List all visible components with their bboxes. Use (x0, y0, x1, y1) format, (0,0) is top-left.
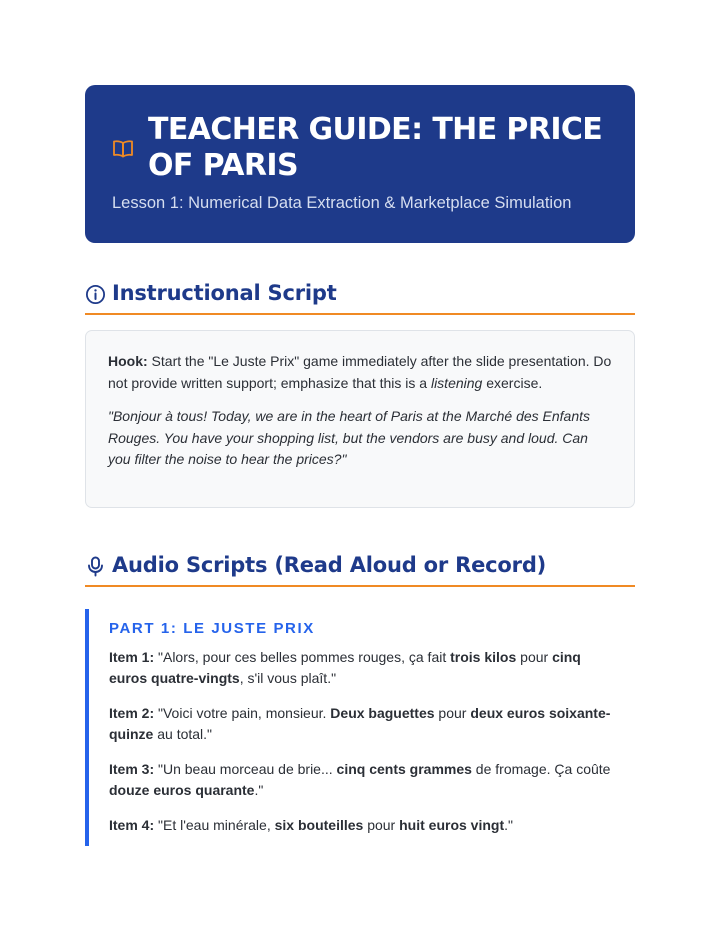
instructional-script-header (85, 275, 635, 315)
item-price: deux euros soixante-quinze (109, 705, 611, 742)
item-price: douze euros quarante (109, 782, 255, 798)
item-text: "Voici votre pain, monsieur. (154, 705, 331, 721)
item-text: de fromage. Ça coûte (471, 761, 611, 777)
item-quantity: cinq cents grammes (336, 761, 472, 777)
item-text: "Et l'eau minérale, (154, 817, 275, 833)
lesson-subtitle: Lesson 1: Numerical Data Extraction & Marketplace Simulation (112, 194, 572, 212)
item-label: Item 4: (109, 817, 155, 833)
hook-label: Hook: (108, 353, 148, 369)
item-text: pour (516, 649, 553, 665)
item-text: pour (363, 817, 400, 833)
item-text: ." (254, 782, 264, 798)
audio-part-1 (85, 609, 635, 846)
item-text: pour (434, 705, 471, 721)
script-item-2 (109, 703, 614, 745)
script-item-1 (109, 647, 614, 689)
hook-emphasis: listening (430, 374, 483, 391)
audio-scripts-heading: Audio Scripts (Read Aloud or Record) (112, 553, 547, 577)
script-box (85, 330, 635, 508)
info-circle-icon (85, 284, 106, 305)
teacher-quote: "Bonjour à tous! Today, we are in the heart of Paris at the Marché des Enfants Rouges. You have your shopping list, but the vendors are busy and loud. Can you filter the noise to hear the prices?" (108, 408, 591, 467)
microphone-icon (85, 556, 106, 577)
hook-text: Start the "Le Juste Prix" game immediately after the slide presentation. Do not provide written support; emphasize that this is a (108, 353, 612, 391)
part-title: PART 1: LE JUSTE PRIX (109, 620, 315, 637)
item-quantity: trois kilos (450, 649, 517, 665)
hook-text-end: exercise. (482, 374, 543, 391)
book-open-icon (112, 139, 134, 159)
item-label: Item 1: (109, 649, 155, 665)
title-banner (85, 85, 635, 243)
item-quantity: Deux baguettes (330, 705, 435, 721)
item-text: "Un beau morceau de brie... (154, 761, 337, 777)
item-text: ." (504, 817, 513, 833)
item-price: huit euros vingt (399, 817, 505, 833)
script-item-3 (109, 759, 614, 801)
page-title: TEACHER GUIDE: THE PRICE OF PARIS (148, 112, 603, 183)
item-label: Item 2: (109, 705, 155, 721)
instructional-script-heading: Instructional Script (112, 281, 337, 305)
item-text: "Alors, pour ces belles pommes rouges, ça fait (154, 649, 451, 665)
item-label: Item 3: (109, 761, 155, 777)
hook-paragraph (108, 351, 612, 394)
script-item-4 (109, 815, 614, 836)
audio-scripts-header (85, 547, 635, 587)
item-quantity: six bouteilles (274, 817, 364, 833)
item-text: au total." (153, 726, 213, 742)
item-text: , s'il vous plaît." (239, 670, 337, 686)
item-price: cinq euros quatre-vingts (109, 649, 581, 686)
